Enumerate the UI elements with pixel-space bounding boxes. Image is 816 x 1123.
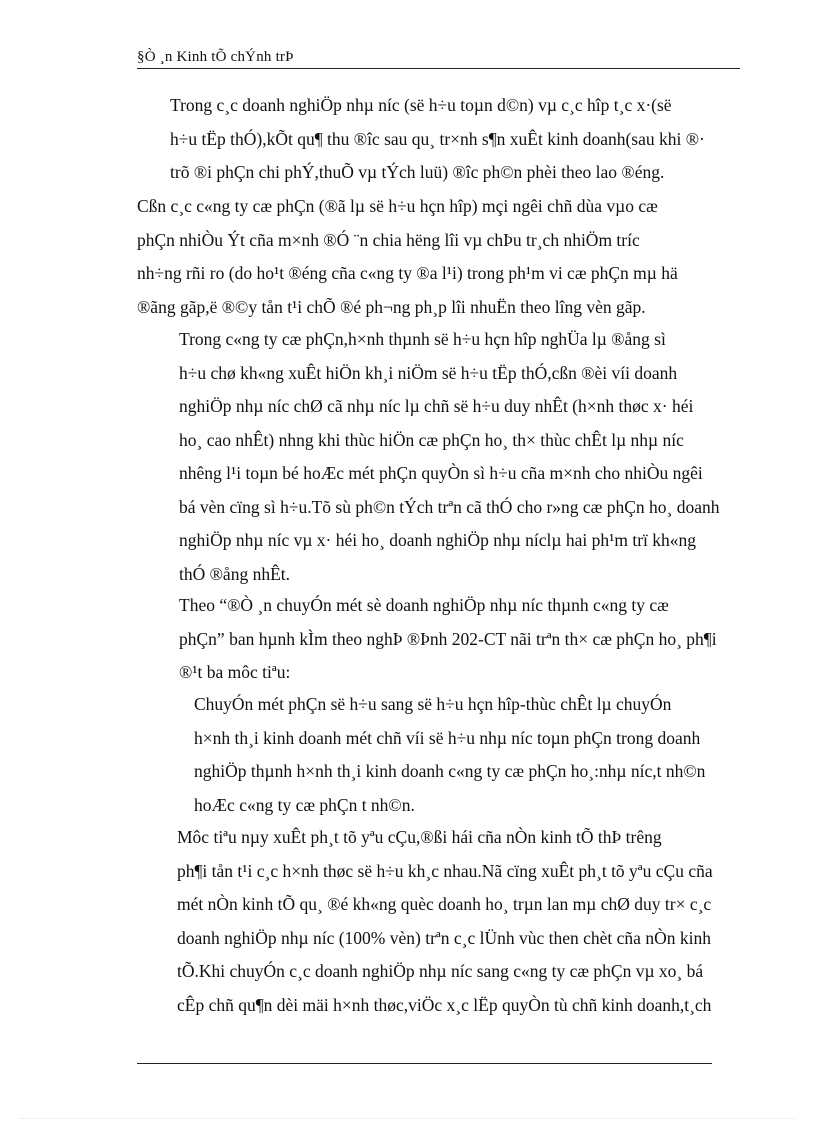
text-line: nhêng l¹i toµn bé hoÆc mét phÇn quyÒn sì h÷u cña m×nh cho nhiÒu ngêi <box>179 463 703 483</box>
paragraph-5 <box>137 688 740 822</box>
text-line: tÕ.Khi chuyÓn c¸c doanh nghiÖp nhµ níc sang c«ng ty cæ phÇn vµ xo¸ bá <box>177 961 704 981</box>
text-line: thÓ ®ång nhÊt. <box>179 563 290 584</box>
paragraph-3 <box>137 323 740 591</box>
footer-divider <box>137 1063 712 1064</box>
text-line: Cßn c¸c c«ng ty cæ phÇn (®ã lµ së h÷u hçn hîp) mçi ngêi chñ dùa vµo cæ <box>137 196 658 216</box>
text-line: ph¶i tån t¹i c¸c h×nh thøc së h÷u kh¸c nhau.Nã cïng xuÊt ph¸t tõ yªu cÇu cña <box>177 860 713 881</box>
text-line: nghiÖp thµnh h×nh th¸i kinh doanh c«ng ty cæ phÇn ho¸:nhµ níc,t nh©n <box>194 761 706 781</box>
text-line: h÷u tËp thÓ),kÕt qu¶ thu ®îc sau qu¸ tr×nh s¶n xuÊt kinh doanh(sau khi ®· <box>170 128 705 149</box>
paragraph-2 <box>137 190 740 324</box>
text-line: mét nÒn kinh tÕ qu¸ ®é kh«ng quèc doanh ho¸ trµn lan mµ chØ duy tr× c¸c <box>177 894 712 914</box>
text-line: trõ ®i phÇn chi phÝ,thuÕ vµ tÝch luü) ®îc ph©n phèi theo lao ®éng. <box>170 162 665 182</box>
text-line: h÷u chø kh«ng xuÊt hiÖn kh¸i niÖm së h÷u tËp thÓ,cßn ®èi víi doanh <box>179 362 678 383</box>
page-header-title: §Ò ¸n Kinh tÕ chÝnh trÞ <box>137 49 294 65</box>
paragraph-6 <box>137 821 740 1022</box>
text-line: ®¹t ba môc tiªu: <box>179 662 291 682</box>
text-line: nh÷ng rñi ro (do ho¹t ®éng cña c«ng ty ®a l¹i) trong ph¹m vi cæ phÇn mµ hä <box>137 263 678 283</box>
text-line: Trong c¸c doanh nghiÖp nhµ níc (së h÷u toµn d©n) vµ c¸c hîp t¸c x·(së <box>170 95 672 115</box>
paragraph-4 <box>137 589 740 690</box>
text-line: nghiÖp nhµ níc chØ cã nhµ níc lµ chñ së h÷u duy nhÊt (h×nh thøc x· héi <box>179 396 694 416</box>
text-line: hoÆc c«ng ty cæ phÇn t nh©n. <box>194 794 415 815</box>
text-line: ®ãng gãp,ë ®©y tån t¹i chÕ ®é ph¬ng ph¸p lîi nhuËn theo lîng vèn gãp. <box>137 296 646 317</box>
paragraph-1 <box>137 89 740 190</box>
text-line: ho¸ cao nhÊt) nhng khi thùc hiÖn cæ phÇn ho¸ th× thùc chÊt lµ nhµ níc <box>179 429 684 450</box>
text-line: Theo “®Ò ¸n chuyÓn mét sè doanh nghiÖp nhµ níc thµnh c«ng ty cæ <box>179 595 669 615</box>
text-line: phÇn” ban hµnh kÌm theo nghÞ ®Þnh 202-CT nãi trªn th× cæ phÇn ho¸ ph¶i <box>179 628 717 649</box>
text-line: phÇn nhiÒu Ýt cña m×nh ®Ó ¨n chia hëng lîi vµ chÞu tr¸ch nhiÖm tríc <box>137 229 640 250</box>
text-line: Trong c«ng ty cæ phÇn,h×nh thµnh së h÷u hçn hîp nghÜa lµ ®ång sì <box>179 329 666 349</box>
page-bottom-edge <box>20 1118 796 1119</box>
text-line: Môc tiªu nµy xuÊt ph¸t tõ yªu cÇu,®ßi hái cña nÒn kinh tÕ thÞ trêng <box>177 827 662 847</box>
text-line: doanh nghiÖp nhµ níc (100% vèn) trªn c¸c lÜnh vùc then chèt cña nÒn kinh <box>177 927 711 948</box>
text-line: nghiÖp nhµ níc vµ x· héi ho¸ doanh nghiÖp nhµ níclµ hai ph¹m trï kh«ng <box>179 530 697 550</box>
header-divider <box>137 68 740 69</box>
text-line: ChuyÓn mét phÇn së h÷u sang së h÷u hçn hîp-thùc chÊt lµ chuyÓn <box>194 694 672 714</box>
text-line: h×nh th¸i kinh doanh mét chñ víi së h÷u nhµ níc toµn phÇn trong doanh <box>194 727 701 748</box>
text-line: bá vèn cïng sì h÷u.Tõ sù ph©n tÝch trªn cã thÓ cho r»ng cæ phÇn ho¸ doanh <box>179 496 720 517</box>
text-line: cÊp chñ qu¶n dèi mäi h×nh thøc,viÖc x¸c lËp quyÒn tù chñ kinh doanh,t¸ch <box>177 994 712 1015</box>
